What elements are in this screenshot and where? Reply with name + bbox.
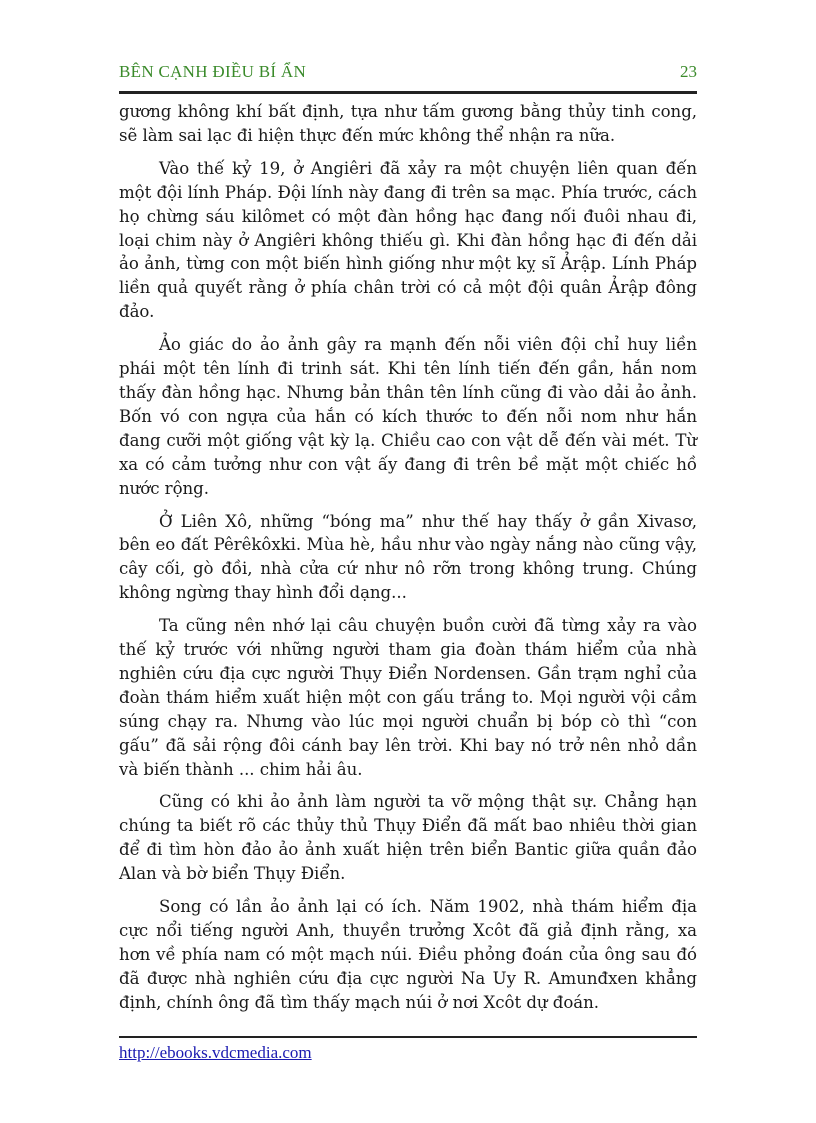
body-text <box>119 100 697 1024</box>
paragraph-3: Ảo giác do ảo ảnh gây ra mạnh đến nỗi viên đội chỉ huy liền phái một tên lính đi trinh sát. Khi tên lính tiến đến gần, hắn nom thấy đàn hồng hạc. Nhưng bản thân tên lính cũng đi vào dải ảo ảnh. Bốn vó con ngựa của hắn có kích thước to đến nỗi nom như hắn đang cưỡi một giống vật kỳ lạ. Chiều cao con vật dễ đến vài mét. Từ xa có cảm tưởng như con vật ấy đang đi trên bề mặt một chiếc hồ nước rộng. <box>119 335 697 498</box>
footer-divider <box>119 1036 697 1038</box>
running-header <box>119 62 697 84</box>
paragraph-6: Cũng có khi ảo ảnh làm người ta vỡ mộng thật sự. Chẳng hạn chúng ta biết rõ các thủy thủ Thụy Điển đã mất bao nhiêu thời gian để đi tìm hòn đảo ảo ảnh xuất hiện trên biển Bantic giữa quần đảo Alan và bờ biển Thụy Điển. <box>119 792 697 884</box>
paragraph-1: gương không khí bất định, tựa như tấm gương bằng thủy tinh cong, sẽ làm sai lạc đi hiện thực đến mức không thể nhận ra nữa. <box>119 102 697 145</box>
chapter-title: BÊN CẠNH ĐIỀU BÍ ẨN <box>119 62 307 81</box>
header-divider <box>119 91 697 94</box>
paragraph-5: Ta cũng nên nhớ lại câu chuyện buồn cười đã từng xảy ra vào thế kỷ trước với những người tham gia đoàn thám hiểm của nhà nghiên cứu địa cực người Thụy Điển Nordensen. Gần trạm nghỉ của đoàn thám hiểm xuất hiện một con gấu trắng to. Mọi người vội cầm súng chạy ra. Nhưng vào lúc mọi người chuẩn bị bóp cò thì “con gấu” đã sải rộng đôi cánh bay lên trời. Khi bay nó trở nên nhỏ dần và biến thành ... chim hải âu. <box>119 616 697 779</box>
page-number: 23 <box>680 62 697 81</box>
paragraph-4: Ở Liên Xô, những “bóng ma” như thế hay thấy ở gần Xivasơ, bên eo đất Pêrêkôxki. Mùa hè, hầu như vào ngày nắng nào cũng vậy, cây cối, gò đồi, nhà cửa cứ như nô rỡn trong không trung. Chúng không ngừng thay hình đổi dạng... <box>119 511 697 603</box>
paragraph-7: Song có lần ảo ảnh lại có ích. Năm 1902, nhà thám hiểm địa cực nổi tiếng người Anh, thuyền trưởng Xcôt đã giả định rằng, xa hơn về phía nam có một mạch núi. Điều phỏng đoán của ông sau đó đã được nhà nghiên cứu địa cực người Na Uy R. Amunđxen khẳng định, chính ông đã tìm thấy mạch núi ở nơi Xcôt dự đoán. <box>119 897 697 1012</box>
footer-url-link[interactable]: http://ebooks.vdcmedia.com <box>119 1043 312 1062</box>
paragraph-2: Vào thế kỷ 19, ở Angiêri đã xảy ra một chuyện liên quan đến một đội lính Pháp. Đội lính này đang đi trên sa mạc. Phía trước, cách họ chừng sáu kilômet có một đàn hồng hạc đang nối đuôi nhau đi, loại chim này ở Angiêri không thiếu gì. Khi đàn hồng hạc đi đến dải ảo ảnh, từng con một biến hình giống như một kỵ sĩ Ảrập. Lính Pháp liền quả quyết rằng ở phía chân trời có cả một đội quân Ảrập đông đảo. <box>119 158 697 322</box>
